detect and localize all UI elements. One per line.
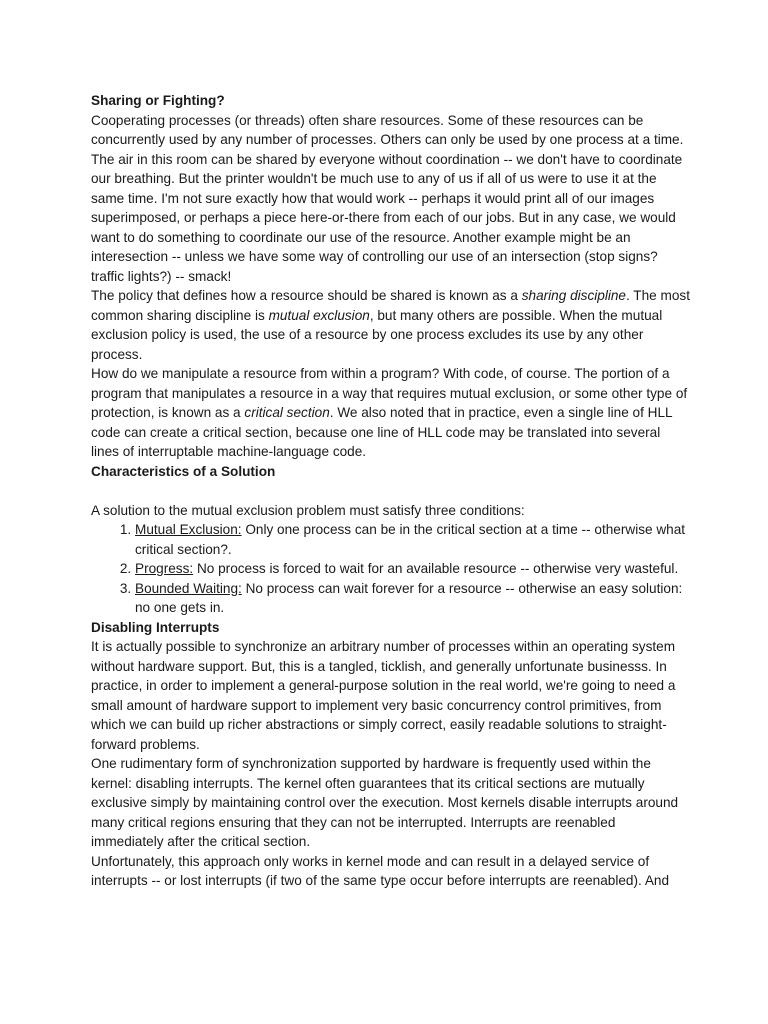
condition-term: Bounded Waiting: <box>135 580 242 596</box>
paragraph-sharing-discipline: The policy that defines how a resource should be shared is known as a sharing discipline. The most common sharing discipline is mutual exclusion, but many others are possible. When the mutual exclusion policy is used, the use of a resource by one process excludes its use by any other process. <box>91 288 690 362</box>
heading-sharing-or-fighting: Sharing or Fighting? <box>91 93 225 108</box>
paragraph-critical-section: How do we manipulate a resource from within a program? With code, of course. The portion of a program that manipulates a resource in a way that requires mutual exclusion, or some other type of protection, is known as a critical section. We also noted that in practice, even a single line of HLL code can create a critical section, because one line of HLL code may be translated into several lines of interruptable machine-language code. <box>91 366 688 459</box>
list-item: 2. Progress: No process is forced to wait for an available resource -- otherwise very wasteful. <box>135 559 691 579</box>
heading-disabling-interrupts: Disabling Interrupts <box>91 619 220 635</box>
conditions-list <box>91 520 691 618</box>
document-page <box>91 91 691 891</box>
term-sharing-discipline: sharing discipline <box>521 288 626 303</box>
paragraph-air-in-room: The air in this room can be shared by everyone without coordination -- we don't have to coordinate our breathing. But the printer wouldn't be much use to any of us if all of us were to use it at the same time. I'm not sure exactly how that would work -- perhaps it would print all of our images superimposed, or perhaps a piece here-or-there from each of our jobs. But in any case, we would want to do something to coordinate our use of the resource. Another example might be an interesection -- unless we have some way of controlling our use of an intersection (stop signs? traffic lights?) -- smack! <box>91 151 683 284</box>
paragraph-synchronize-without-hardware: It is actually possible to synchronize an arbitrary number of processes within an operating system without hardware support. But, this is a tangled, ticklish, and generally unfortunate businesss. In practice, in order to implement a general-purpose solution in the real world, we're going to need a small amount of hardware support to implement very basic concurrency control primitives, from which we can build up richer abstractions or simply correct, easily readable solutions to straight-forward problems. <box>91 639 676 752</box>
paragraph-kernel-mode-limitation: Unfortunately, this approach only works in kernel mode and can result in a delayed service of interrupts -- or lost interrupts (if two of the same type occur before interrupts are reenabled). And <box>91 853 670 888</box>
term-mutual-exclusion: mutual exclusion <box>268 307 370 323</box>
condition-term: Progress: <box>135 561 194 576</box>
paragraph-solution-intro: A solution to the mutual exclusion problem must satisfy three conditions: <box>91 502 525 518</box>
list-item: 1. Mutual Exclusion: Only one process can be in the critical section at a time -- otherwise what critical section?. <box>135 520 691 559</box>
condition-term: Mutual Exclusion: <box>135 522 242 537</box>
paragraph-cooperating-processes: Cooperating processes (or threads) often share resources. Some of these resources can be concurrently used by any number of processes. Others can only be used by one process at a time. <box>91 112 684 147</box>
term-critical-section: critical section <box>244 405 330 420</box>
heading-characteristics-of-solution: Characteristics of a Solution <box>91 463 276 479</box>
paragraph-rudimentary-synchronization: One rudimentary form of synchronization supported by hardware is frequently used within the kernel: disabling interrupts. The kernel often guarantees that its critical sections are mutually exclusive simply by maintaining control over the execution. Most kernels disable interrupts around many critical regions ensuring that they can not be interrupted. Interrupts are reenabled immediately after the critical section. <box>91 756 679 849</box>
list-item: 3. Bounded Waiting: No process can wait forever for a resource -- otherwise an easy solution: no one gets in. <box>135 579 691 618</box>
